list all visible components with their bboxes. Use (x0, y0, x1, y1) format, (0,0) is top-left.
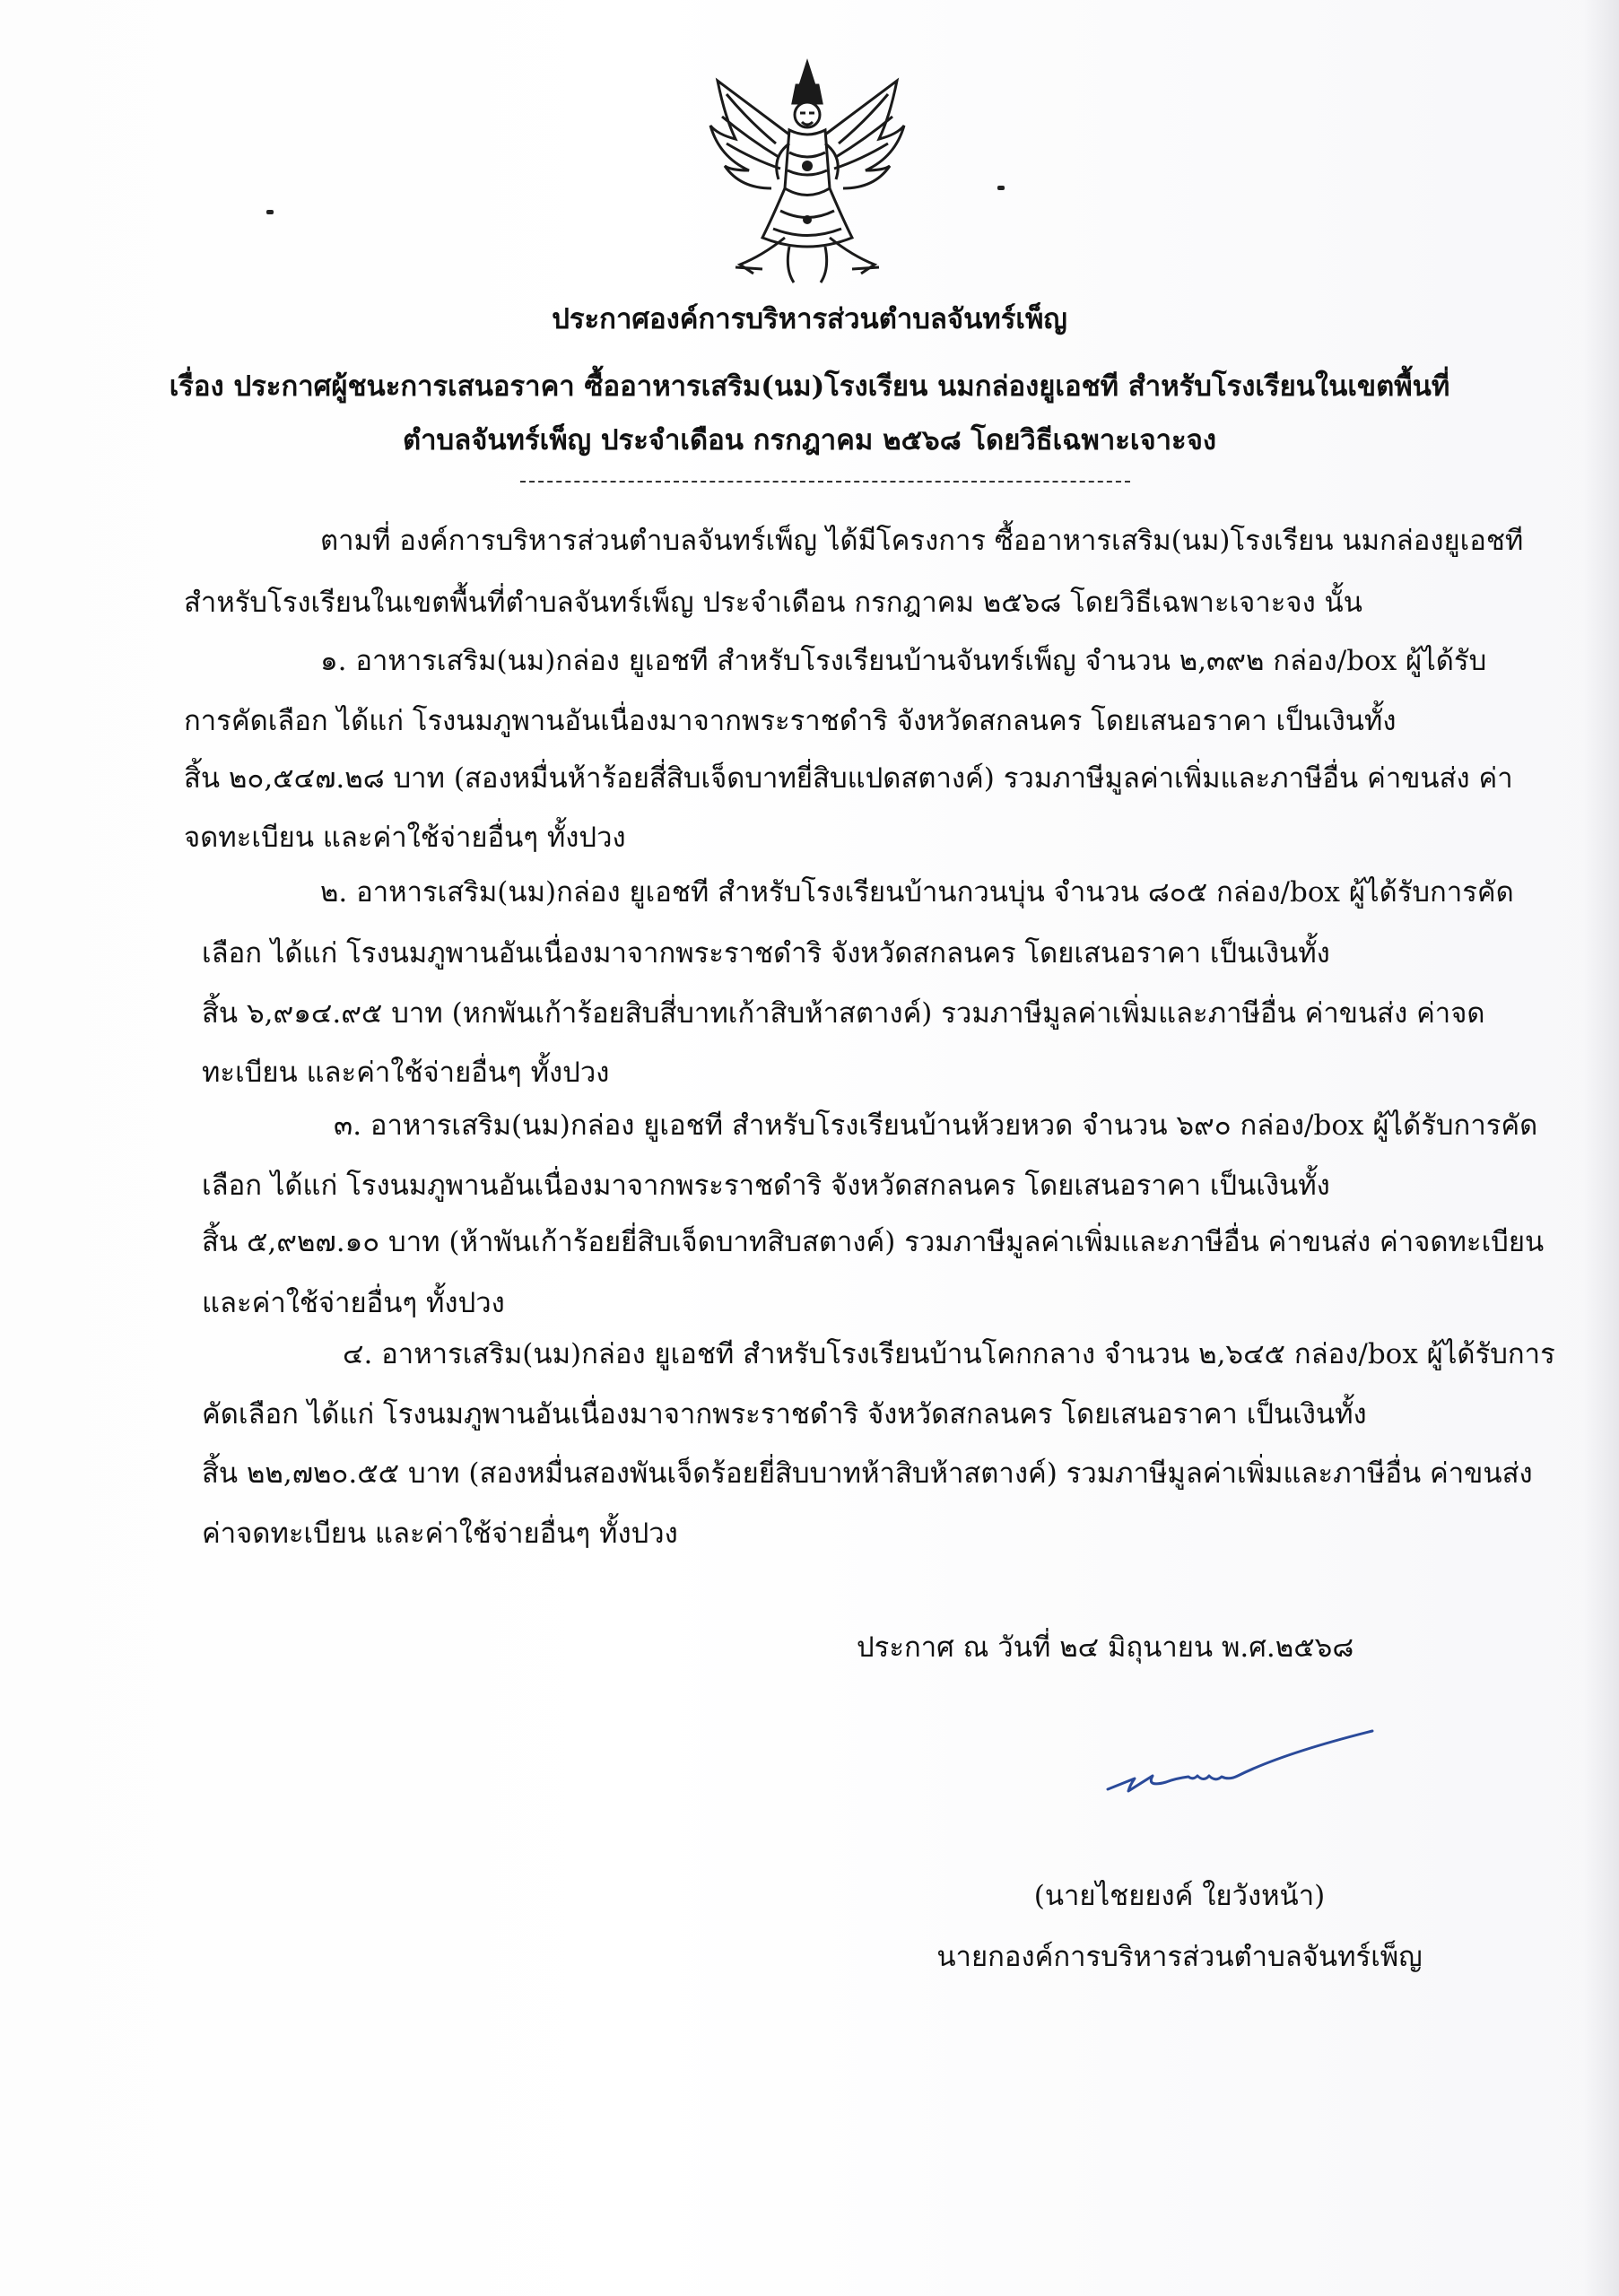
page-edge-shadow (1583, 0, 1619, 2296)
announcement-title: ประกาศองค์การบริหารส่วนตำบลจันทร์เพ็ญ (552, 303, 1067, 335)
signatory-name: (นายไชยยงค์ ใยวังหน้า) (1033, 1880, 1326, 1912)
scan-mark-left (266, 210, 274, 214)
item-1-line-2: การคัดเลือก ได้แก่ โรงนมภูพานอันเนื่องมาจากพระราชดำริ จังหวัดสกลนคร โดยเสนอราคา เป็นเงินทั้ง (184, 705, 1397, 737)
intro-line-2: สำหรับโรงเรียนในเขตพื้นที่ตำบลจันทร์เพ็ญ ประจำเดือน กรกฎาคม ๒๕๖๘ โดยวิธีเฉพาะเจาะจง นั้น (184, 587, 1362, 619)
signatory-position: นายกองค์การบริหารส่วนตำบลจันทร์เพ็ญ (936, 1941, 1423, 1973)
announcement-date: ประกาศ ณ วันที่ ๒๔ มิถุนายน พ.ศ.๒๕๖๘ (857, 1631, 1354, 1664)
item-1-line-1: ๑. อาหารเสริม(นม)กล่อง ยูเอชที สำหรับโรงเรียนบ้านจันทร์เพ็ญ จำนวน ๒,๓๙๒ กล่อง/box ผู้ได้รับ (320, 645, 1487, 677)
item-4-line-1: ๔. อาหารเสริม(นม)กล่อง ยูเอชที สำหรับโรงเรียนบ้านโคกกลาง จำนวน ๒,๖๔๕ กล่อง/box ผู้ได้รับการ (343, 1338, 1555, 1370)
item-2-line-2: เลือก ได้แก่ โรงนมภูพานอันเนื่องมาจากพระราชดำริ จังหวัดสกลนคร โดยเสนอราคา เป็นเงินทั้ง (202, 937, 1330, 970)
item-3-line-1: ๓. อาหารเสริม(นม)กล่อง ยูเอชที สำหรับโรงเรียนบ้านห้วยหวด จำนวน ๖๙๐ กล่อง/box ผู้ได้รับการคัด (334, 1109, 1538, 1142)
item-2-line-1: ๒. อาหารเสริม(นม)กล่อง ยูเอชที สำหรับโรงเรียนบ้านกวนบุ่น จำนวน ๘๐๕ กล่อง/box ผู้ได้รับการคัด (320, 876, 1514, 909)
item-3-line-2: เลือก ได้แก่ โรงนมภูพานอันเนื่องมาจากพระราชดำริ จังหวัดสกลนคร โดยเสนอราคา เป็นเงินทั้ง (202, 1170, 1330, 1202)
garuda-emblem-icon (700, 54, 915, 296)
item-1-line-4: จดทะเบียน และค่าใช้จ่ายอื่นๆ ทั้งปวง (184, 822, 626, 854)
item-4-line-3: สิ้น ๒๒,๗๒๐.๕๕ บาท (สองหมื่นสองพันเจ็ดร้อยยี่สิบบาทห้าสิบห้าสตางค์) รวมภาษีมูลค่าเพิ่มและภาษีอื่น ค่าขนส่ง (202, 1457, 1533, 1490)
intro-line-1: ตามที่ องค์การบริหารส่วนตำบลจันทร์เพ็ญ ได้มีโครงการ ซื้ออาหารเสริม(นม)โรงเรียน นมกล่องยูเอชที (320, 525, 1524, 557)
scan-mark-right (997, 186, 1005, 190)
subject-line-1: เรื่อง ประกาศผู้ชนะการเสนอราคา ซื้ออาหารเสริม(นม)โรงเรียน นมกล่องยูเอชที สำหรับโรงเรียนในเขตพื้นที่ (169, 370, 1450, 403)
item-2-line-3: สิ้น ๖,๙๑๔.๙๕ บาท (หกพันเก้าร้อยสิบสี่บาทเก้าสิบห้าสตางค์) รวมภาษีมูลค่าเพิ่มและภาษีอื่น ค่าขนส่ง ค่าจด (202, 997, 1485, 1030)
item-2-line-4: ทะเบียน และค่าใช้จ่ายอื่นๆ ทั้งปวง (202, 1057, 610, 1089)
item-1-line-3: สิ้น ๒๐,๕๔๗.๒๘ บาท (สองหมื่นห้าร้อยสี่สิบเจ็ดบาทยี่สิบแปดสตางค์) รวมภาษีมูลค่าเพิ่มและภาษีอื่น ค่าขนส่ง ค่า (184, 762, 1513, 795)
header-divider (520, 481, 1130, 483)
subject-line-2: ตำบลจันทร์เพ็ญ ประจำเดือน กรกฎาคม ๒๕๖๘ โดยวิธีเฉพาะเจาะจง (402, 424, 1217, 457)
handwritten-signature-icon (1103, 1726, 1381, 1807)
item-3-line-4: และค่าใช้จ่ายอื่นๆ ทั้งปวง (202, 1287, 505, 1319)
item-4-line-2: คัดเลือก ได้แก่ โรงนมภูพานอันเนื่องมาจากพระราชดำริ จังหวัดสกลนคร โดยเสนอราคา เป็นเงินทั้ง (202, 1398, 1367, 1431)
item-3-line-3: สิ้น ๕,๙๒๗.๑๐ บาท (ห้าพันเก้าร้อยยี่สิบเจ็ดบาทสิบสตางค์) รวมภาษีมูลค่าเพิ่มและภาษีอื่น ค่าขนส่ง ค่าจดทะเบียน (202, 1226, 1545, 1258)
item-4-line-4: ค่าจดทะเบียน และค่าใช้จ่ายอื่นๆ ทั้งปวง (202, 1518, 678, 1550)
